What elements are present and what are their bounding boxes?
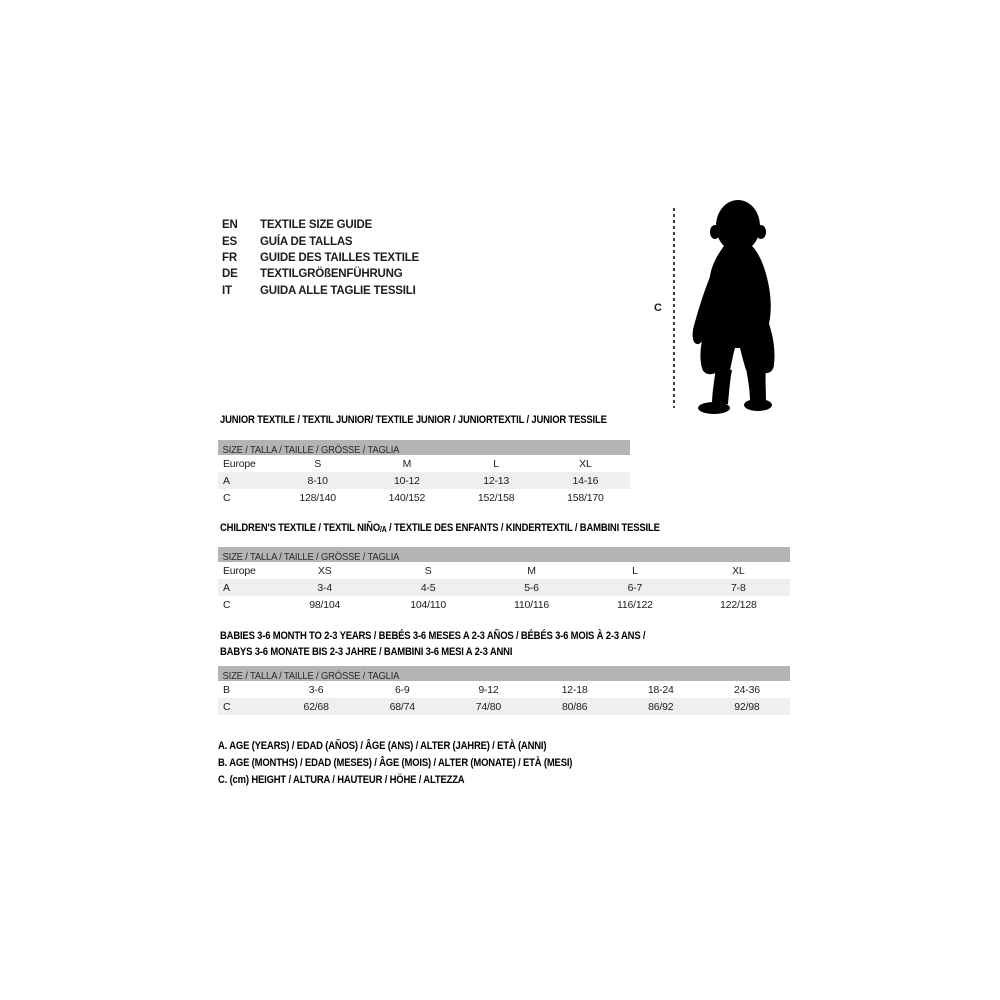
height-cell: 116/122	[617, 598, 653, 611]
age-cell: 7-8	[731, 581, 746, 594]
size-cell: L	[632, 564, 638, 577]
age-cell: 4-5	[420, 581, 436, 594]
height-cell: 98/104	[309, 598, 341, 611]
row-label: Europe	[223, 564, 256, 577]
height-cell: 128/140	[299, 491, 336, 504]
size-cell: S	[424, 564, 432, 577]
size-header-label: SIZE / TALLA / TAILLE / GRÖSSE / TAGLIA	[222, 670, 400, 681]
age-cell: 14-16	[572, 474, 599, 487]
childrens-textile-section	[218, 522, 790, 613]
section-title-text: CHILDREN'S TEXTILE / TEXTIL NIÑO	[220, 522, 381, 534]
height-cell: 140/152	[388, 491, 426, 504]
language-code: EN	[222, 219, 238, 232]
height-figure	[652, 196, 792, 418]
size-header-bar	[218, 547, 790, 562]
age-cell: 24-36	[734, 683, 760, 696]
age-cell: 10-12	[393, 474, 420, 487]
row-label: A	[223, 474, 230, 487]
age-cell: 6-9	[394, 683, 410, 696]
height-cell: 86/92	[648, 700, 674, 713]
language-row-en	[222, 217, 419, 233]
height-cell: 80/86	[561, 700, 588, 713]
row-label: B	[223, 683, 230, 696]
height-cell: 110/116	[514, 598, 550, 611]
section-title-line2: BABYS 3-6 MONATE BIS 2-3 JAHRE / BAMBINI 3-6 MESI A 2-3 ANNI	[220, 646, 513, 658]
language-row-it	[222, 283, 419, 299]
note-height-cm: C. (cm) HEIGHT / ALTURA / HAUTEUR / HÖHE / ALTEZZA	[218, 774, 465, 786]
row-label: Europe	[223, 457, 256, 470]
section-title-text: / TEXTILE DES ENFANTS / KINDERTEXTIL / BAMBINI TESSILE	[386, 522, 660, 534]
size-cell: M	[527, 564, 536, 577]
height-cell: 68/74	[389, 700, 415, 713]
table-row	[218, 579, 790, 596]
size-cell: M	[402, 457, 412, 470]
size-cell: S	[314, 457, 322, 470]
age-cell: 3-4	[317, 581, 332, 594]
size-cell: XL	[579, 457, 592, 470]
age-cell: 3-6	[308, 683, 324, 696]
section-title: JUNIOR TEXTILE / TEXTIL JUNIOR/ TEXTILE JUNIOR / JUNIORTEXTIL / JUNIOR TESSILE	[220, 414, 607, 426]
legend-notes	[218, 738, 630, 789]
row-label: C	[223, 491, 231, 504]
age-cell: 18-24	[647, 683, 674, 696]
table-row	[218, 596, 790, 613]
table-row	[218, 681, 790, 698]
height-cell: 158/170	[567, 491, 604, 504]
height-cell: 62/68	[303, 700, 329, 713]
section-title-subscript: /A	[380, 525, 387, 534]
table-row	[218, 562, 790, 579]
size-cell: XL	[732, 564, 745, 577]
junior-textile-section	[218, 414, 630, 506]
size-cell: XS	[317, 564, 332, 577]
language-code: FR	[222, 251, 237, 264]
language-list	[222, 217, 419, 299]
section-title	[220, 522, 710, 534]
note-age-months: B. AGE (MONTHS) / EDAD (MESES) / ÂGE (MOIS) / ALTER (MONATE) / ETÀ (MESI)	[218, 757, 573, 769]
language-title: TEXTILE SIZE GUIDE	[260, 219, 373, 232]
babies-textile-section	[218, 628, 790, 715]
size-header-label: SIZE / TALLA / TAILLE / GRÖSSE / TAGLIA	[222, 551, 400, 562]
height-measure-label: C	[654, 302, 662, 314]
height-cell: 74/80	[475, 700, 502, 713]
table-row	[218, 489, 630, 506]
size-cell: L	[493, 457, 499, 470]
table-row	[218, 455, 630, 472]
language-code: IT	[222, 284, 232, 297]
height-cell: 92/98	[734, 700, 760, 713]
language-row-fr	[222, 250, 419, 266]
height-cell: 104/110	[410, 598, 446, 611]
row-label: A	[223, 581, 230, 594]
section-title-line1: BABIES 3-6 MONTH TO 2-3 YEARS / BEBÉS 3-6 MESES A 2-3 AÑOS / BÉBÉS 3-6 MOIS À 2-3 ANS /	[220, 630, 646, 642]
age-cell: 5-6	[524, 581, 539, 594]
size-header-bar	[218, 440, 630, 455]
age-cell: 6-7	[627, 581, 643, 594]
table-row	[218, 472, 630, 489]
age-cell: 12-18	[561, 683, 588, 696]
language-title: GUIDA ALLE TAGLIE TESSILI	[260, 284, 416, 297]
height-cell: 122/128	[720, 598, 757, 611]
size-header-bar	[218, 666, 790, 681]
language-title: GUIDE DES TAILLES TEXTILE	[260, 251, 419, 264]
row-label: C	[223, 700, 231, 713]
baby-silhouette-icon	[652, 196, 792, 418]
language-code: ES	[222, 235, 237, 248]
language-title: GUÍA DE TALLAS	[260, 235, 353, 248]
height-cell: 152/158	[477, 491, 515, 504]
section-title	[220, 628, 710, 660]
size-header-label: SIZE / TALLA / TAILLE / GRÖSSE / TAGLIA	[222, 444, 400, 455]
table-row	[218, 698, 790, 715]
age-cell: 9-12	[478, 683, 499, 696]
language-title: TEXTILGRÖßENFÜHRUNG	[260, 268, 403, 281]
language-code: DE	[222, 268, 238, 281]
age-cell: 8-10	[307, 474, 328, 487]
note-age-years: A. AGE (YEARS) / EDAD (AÑOS) / ÂGE (ANS) / ALTER (JAHRE) / ETÀ (ANNI)	[218, 740, 547, 752]
language-row-es	[222, 233, 419, 249]
row-label: C	[223, 598, 231, 611]
age-cell: 12-13	[483, 474, 510, 487]
language-row-de	[222, 266, 419, 282]
